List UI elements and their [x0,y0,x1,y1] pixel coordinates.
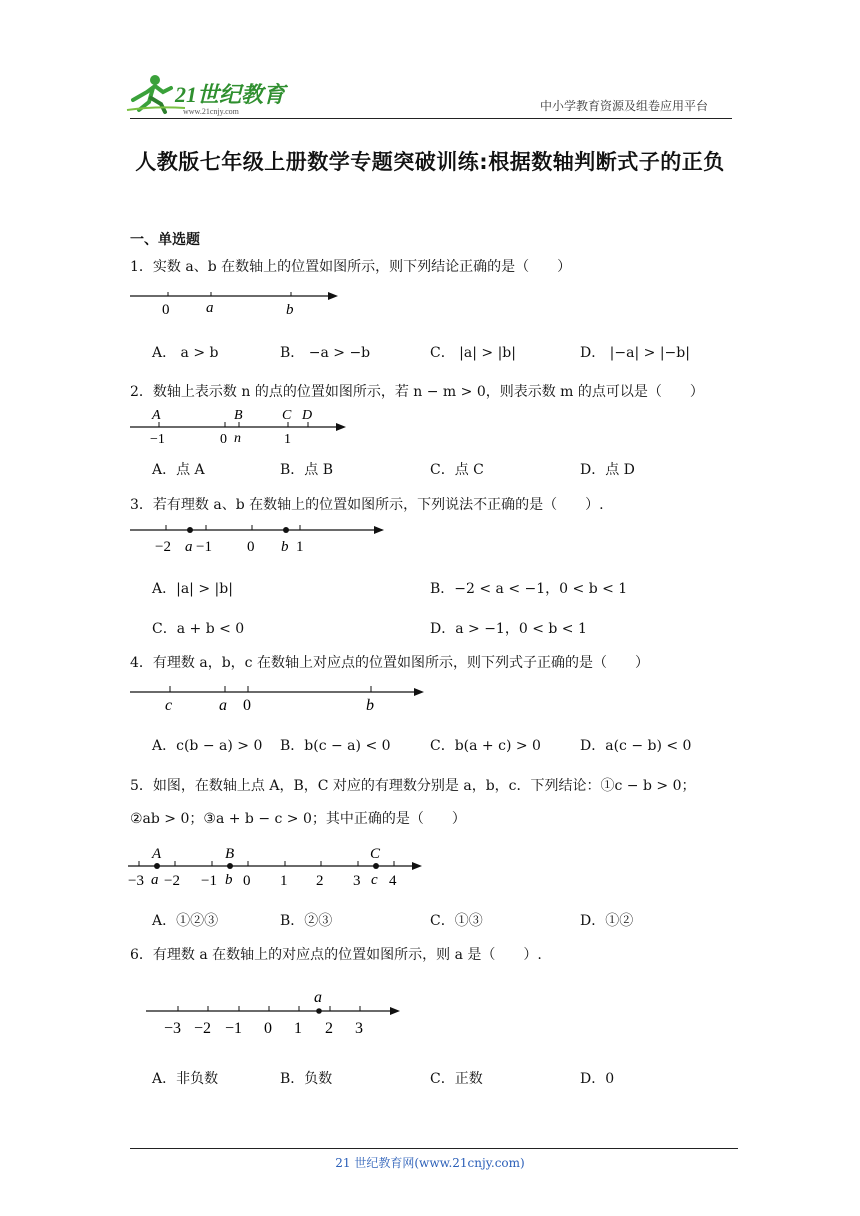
question-2-option-d[interactable]: D．点 D [580,462,635,478]
question-4-option-b[interactable]: B．b(c − a) < 0 [280,738,391,754]
q3-label-1: 1 [296,539,304,555]
question-1-number-line [128,284,348,320]
q5-label-2: 2 [316,873,324,889]
footer-divider [130,1148,738,1149]
q2-label-B: B [234,408,243,423]
q5-label-B: B [225,846,235,862]
q6-label-neg3: −3 [164,1020,182,1037]
question-6-option-c[interactable]: C．正数 [430,1071,483,1087]
question-5-option-b[interactable]: B．②③ [280,913,333,929]
q5-label-0: 0 [243,873,251,889]
question-6-option-d[interactable]: D．0 [580,1071,615,1087]
q2-label-n: n [234,431,241,446]
footer-link[interactable]: 21 世纪教育网(www.21cnjy.com) [335,1156,525,1170]
q6-label-neg1: −1 [225,1020,243,1037]
question-5-stem-line2: ②ab > 0；③a + b − c > 0；其中正确的是（ ） [130,811,466,827]
q5-label-a: a [151,872,159,888]
q6-label-0: 0 [264,1020,272,1037]
q2-label-C: C [282,408,292,423]
q1-label-b: b [286,302,294,318]
q6-label-3: 3 [355,1020,363,1037]
question-5-stem-line1: 5．如图，在数轴上点 A，B，C 对应的有理数分别是 a，b，c．下列结论：①c − b > 0； [130,778,696,794]
q5-label-1: 1 [280,873,288,889]
q6-label-neg2: −2 [194,1020,212,1037]
q2-label-neg1: −1 [150,432,165,446]
question-4-option-a[interactable]: A．c(b − a) > 0 [152,738,263,754]
question-6-number-line [144,985,414,1041]
question-5-option-d[interactable]: D．①② [580,913,634,929]
q4-label-b: b [366,697,374,714]
header-divider [130,118,732,119]
q5-label-neg3: −3 [128,873,144,889]
logo-text: 21世纪教育 [175,82,286,107]
section-heading: 一、单选题 [130,232,200,248]
q5-label-neg2: −2 [164,873,180,889]
q5-label-C: C [370,846,381,862]
q3-label-a: a [185,539,193,555]
q5-label-3: 3 [353,873,361,889]
site-logo [125,70,295,116]
question-3-option-c[interactable]: C．a + b < 0 [152,621,245,637]
question-2-option-c[interactable]: C．点 C [430,462,484,478]
q3-label-neg1: −1 [196,539,212,555]
question-1-option-a[interactable]: A． a > b [152,345,219,361]
q4-label-a: a [219,697,227,714]
question-4-stem: 4．有理数 a，b，c 在数轴上对应点的位置如图所示，则下列式子正确的是（ ） [130,655,649,671]
q5-label-neg1: −1 [201,873,217,889]
question-2-number-line [128,404,358,446]
q3-label-0: 0 [247,539,255,555]
question-5-option-c[interactable]: C．①③ [430,913,483,929]
q3-label-b: b [281,539,289,555]
q2-label-0: 0 [220,432,227,446]
q5-label-c: c [371,872,378,888]
question-2-option-a[interactable]: A．点 A [152,462,205,478]
question-2-option-b[interactable]: B．点 B [280,462,334,478]
question-1-option-c[interactable]: C． |a| > |b| [430,345,516,361]
question-4-option-d[interactable]: D．a(c − b) < 0 [580,738,692,754]
question-3-option-a[interactable]: A．|a| > |b| [152,581,233,597]
q4-label-c: c [165,697,173,714]
question-3-stem: 3．若有理数 a、b 在数轴上的位置如图所示，下列说法不正确的是（ ）. [130,497,604,513]
question-6-option-a[interactable]: A．非负数 [152,1071,219,1087]
question-4-number-line [128,680,438,718]
q4-label-0: 0 [243,697,251,714]
header-platform-text: 中小学教育资源及组卷应用平台 [540,99,709,113]
q6-label-2: 2 [325,1020,333,1037]
q5-label-4: 4 [389,873,397,889]
question-1-option-d[interactable]: D． |−a| > |−b| [580,345,690,361]
q1-label-a: a [206,300,214,316]
q1-label-0: 0 [162,302,170,318]
question-3-option-d[interactable]: D．a > −1，0 < b < 1 [430,621,587,637]
question-1-stem: 1．实数 a、b 在数轴上的位置如图所示，则下列结论正确的是（ ） [130,259,572,275]
question-3-option-b[interactable]: B．−2 < a < −1，0 < b < 1 [430,581,628,597]
q6-label-1: 1 [294,1020,302,1037]
question-1-option-b[interactable]: B． −a > −b [280,345,371,361]
q5-label-A: A [152,846,162,862]
question-2-stem: 2．数轴上表示数 n 的点的位置如图所示，若 n − m > 0，则表示数 m 的点可以是（ ） [130,384,704,400]
q2-label-1: 1 [284,432,291,446]
q2-label-D: D [302,408,313,423]
q3-label-neg2: −2 [155,539,171,555]
question-5-option-a[interactable]: A．①②③ [152,913,219,929]
question-6-option-b[interactable]: B．负数 [280,1071,333,1087]
question-3-number-line [128,518,398,556]
question-5-number-line [126,842,436,890]
question-6-stem: 6．有理数 a 在数轴上的对应点的位置如图所示，则 a 是（ ）. [130,947,542,963]
logo-subtext: www.21cnjy.com [183,107,239,116]
q5-label-b: b [225,872,233,888]
q6-label-a: a [314,989,322,1006]
q2-label-A: A [152,408,161,423]
page-title: 人教版七年级上册数学专题突破训练:根据数轴判断式子的正负 [135,150,725,174]
question-4-option-c[interactable]: C．b(a + c) > 0 [430,738,541,754]
